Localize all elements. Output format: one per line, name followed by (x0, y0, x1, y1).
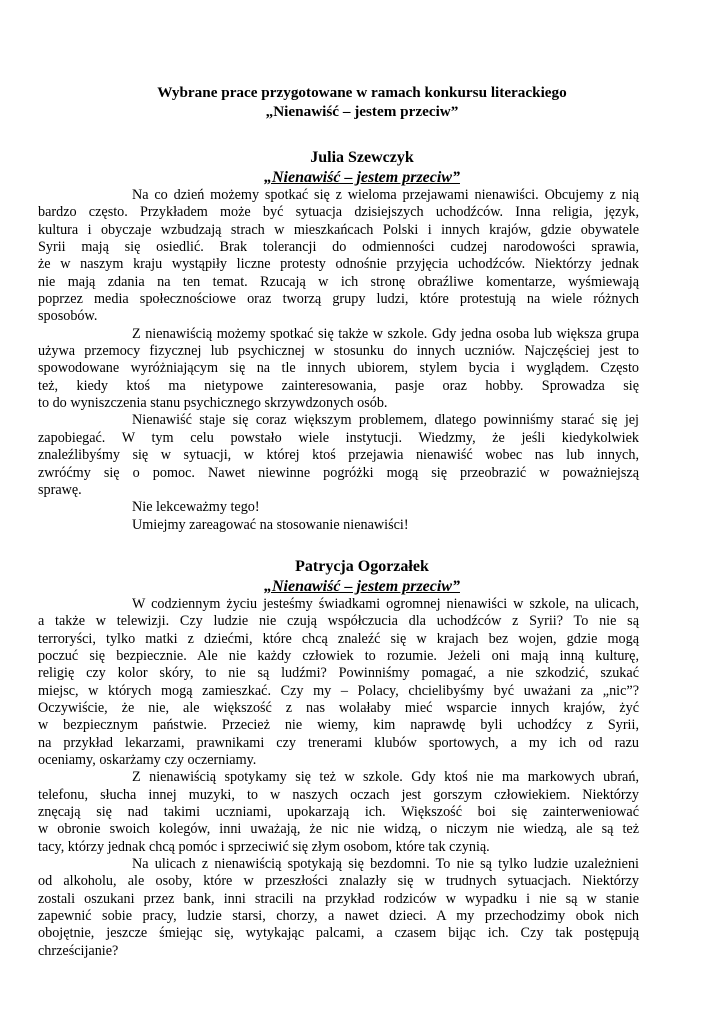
essay-title: „Nienawiść – jestem przeciw” (264, 577, 460, 595)
paragraph-line: w bezpiecznym państwie. Przecież nie wiemy, kim naprawdę byli uchodźcy z Syrii, (38, 717, 639, 734)
essay-paragraph (85, 517, 639, 534)
paragraph-line: znęcają się nad takimi uczniami, upokarzają ich. Większość boi się zainterweniować (38, 804, 639, 820)
essay-section (38, 534, 639, 960)
paragraph-line: chrześcijanie? (38, 942, 119, 959)
document-heading (85, 83, 639, 121)
paragraph-line: od alkoholu, ale osoby, które w przeszłości znalazły się w trudnych sytuacjach. Niektórzy (38, 873, 639, 890)
paragraph-line: terroryści, tylko matki z dziećmi, które chcą znaleźć się w krajach bez wojen, gdzie mogą (38, 630, 639, 647)
paragraph-line: poczuć się bezpiecznie. Ale nie każdy człowiek to rozumie. Jeżeli oni mają inną kulturę, (38, 647, 639, 664)
paragraph-line: Nienawiść staje się coraz większym problemem, dlatego powinniśmy starać się jej (132, 412, 639, 429)
paragraph-line: w obronie swoich kolegów, inni uważają, że nic nie widzą, o niczym nie wiedzą, ale są też (38, 821, 639, 838)
essay-author: Patrycja Ogorzałek (295, 557, 429, 575)
paragraph-line: Z nienawiścią spotykamy się też w szkole. Gdy ktoś nie ma markowych ubrań, (132, 769, 639, 786)
paragraph-line: tacy, którzy jednak chcą pomóc i sprzeciwić się złym osobom, które tak czynią. (38, 838, 490, 855)
paragraph-line: kultura i obyczaje wzbudzają strach w mieszkańcach Polski i innych krajów, gdzie obywatele (38, 221, 639, 238)
essay-paragraph (38, 325, 639, 413)
paragraph-line: też, kiedy ktoś ma nietypowe zainteresowania, pasje oraz hobby. Sprowadza się (38, 377, 639, 394)
paragraph-line: zostali oszukani przez bank, inni stracili na przykład rodziców w wypadku i nie są w stanie (38, 890, 639, 907)
paragraph-line: używa przemocy fizycznej lub psychicznej w stosunku do innych uczniów. Najczęściej jest to (38, 343, 639, 360)
paragraph-line: sposobów. (38, 308, 98, 325)
paragraph-line: że w naszym kraju wystąpiły liczne protesty odnośnie przyjęcia uchodźców. Niektórzy jednak (38, 256, 639, 273)
paragraph-line: spowodowane wyróżniającym się na tle innych ubiorem, stylem bycia i wyglądem. Często (38, 360, 639, 377)
essay-paragraph (38, 412, 639, 499)
paragraph-line: Na ulicach z nienawiścią spotykają się bezdomni. To nie są tylko ludzie uzależnieni (132, 856, 639, 873)
paragraph-line: oceniamy, oskarżamy czy oczerniamy. (38, 751, 257, 768)
paragraph-line: W codziennym życiu jesteśmy świadkami ogromnej nienawiści w szkole, na ulicach, (132, 595, 639, 612)
paragraph-line: religię czy kolor skóry, to nie są ludźmi? Powinniśmy pomagać, a nie szkodzić, szukać (38, 665, 639, 682)
paragraph-line: nie mają zdania na ten temat. Rzucają w ich stronę obraźliwe komentarze, wyśmiewają (38, 273, 639, 290)
paragraph-line: Umiejmy zareagować na stosowanie nienawiści! (132, 516, 409, 533)
paragraph-line: zapewnić sobie pracy, ludzie starsi, chorzy, a nawet dzieci. A my przechodzimy obok nich (38, 908, 639, 925)
paragraph-line: Z nienawiścią możemy spotkać się także w szkole. Gdy jedna osoba lub większa grupa (132, 325, 639, 342)
document-page (38, 83, 639, 960)
paragraph-line: Syrii mają się osiedlić. Brak tolerancji do odmienności cudzej narodowości sprawia, (38, 239, 639, 256)
paragraph-line: bardzo często. Przykładem może być sytuacja dzisiejszych uchodźców. Inna religia, język, (38, 204, 639, 221)
paragraph-line: obojętnie, jeszcze śmiejąc się, wytykając palcami, a czasem bijąc ich. Czy tak postępują (38, 925, 639, 942)
paragraph-line: zapobiegać. W tym celu powstało wiele instytucji. Wiedzmy, że jeśli kiedykolwiek (38, 429, 639, 446)
heading-line-2: „Nienawiść – jestem przeciw” (265, 103, 459, 120)
essay-author: Julia Szewczyk (310, 149, 414, 166)
paragraph-line: a także w telewizji. Czy ludzie nie czują współczucia dla uchodźców z Syrii? To nie są (38, 613, 639, 630)
essay-paragraph (85, 499, 639, 516)
essay-paragraph (38, 856, 639, 960)
essay-paragraph (38, 769, 639, 856)
paragraph-line: Nie lekceważmy tego! (132, 499, 260, 516)
paragraph-line: sprawę. (38, 481, 82, 498)
paragraph-line: na przykład lekarzami, prawnikami czy trenerami klubów sportowych, a my ich od razu (38, 734, 639, 751)
essay-title: „Nienawiść – jestem przeciw” (264, 169, 460, 186)
paragraph-line: telefonu, słucha innej muzyki, to w naszych oczach jest gorszym człowiekiem. Niektórzy (38, 786, 639, 803)
paragraph-line: miejsc, w których mogą zamieszkać. Czy my – Polacy, chcielibyśmy być uważani za „nic”? (38, 682, 639, 699)
paragraph-line: Oczywiście, że nie, ale większość z nas wolałaby mieć wsparcie innych krajów, żyć (38, 699, 639, 716)
heading-line-1: Wybrane prace przygotowane w ramach konkursu literackiego (157, 84, 567, 101)
essays-container (38, 148, 639, 960)
essay-paragraph (38, 595, 639, 769)
paragraph-line: to do wyniszczenia stanu psychicznego skrzywdzonych osób. (38, 395, 388, 412)
paragraph-line: Na co dzień możemy spotkać się z wieloma przejawami nienawiści. Obcujemy z nią (132, 187, 639, 203)
paragraph-line: zwróćmy się o pomoc. Nawet niewinne pogróżki mogą się przeobrazić w poważniejszą (38, 464, 639, 481)
essay-paragraph (38, 187, 639, 326)
paragraph-line: poprzez media społecznościowe oraz tworzą grupy ludzi, które protestują na wiele różnych (38, 291, 639, 308)
essay-section (38, 148, 639, 534)
paragraph-line: znaleźlibyśmy się w sytuacji, w której ktoś przejawia nienawiść wobec nas lub innych, (38, 447, 639, 464)
